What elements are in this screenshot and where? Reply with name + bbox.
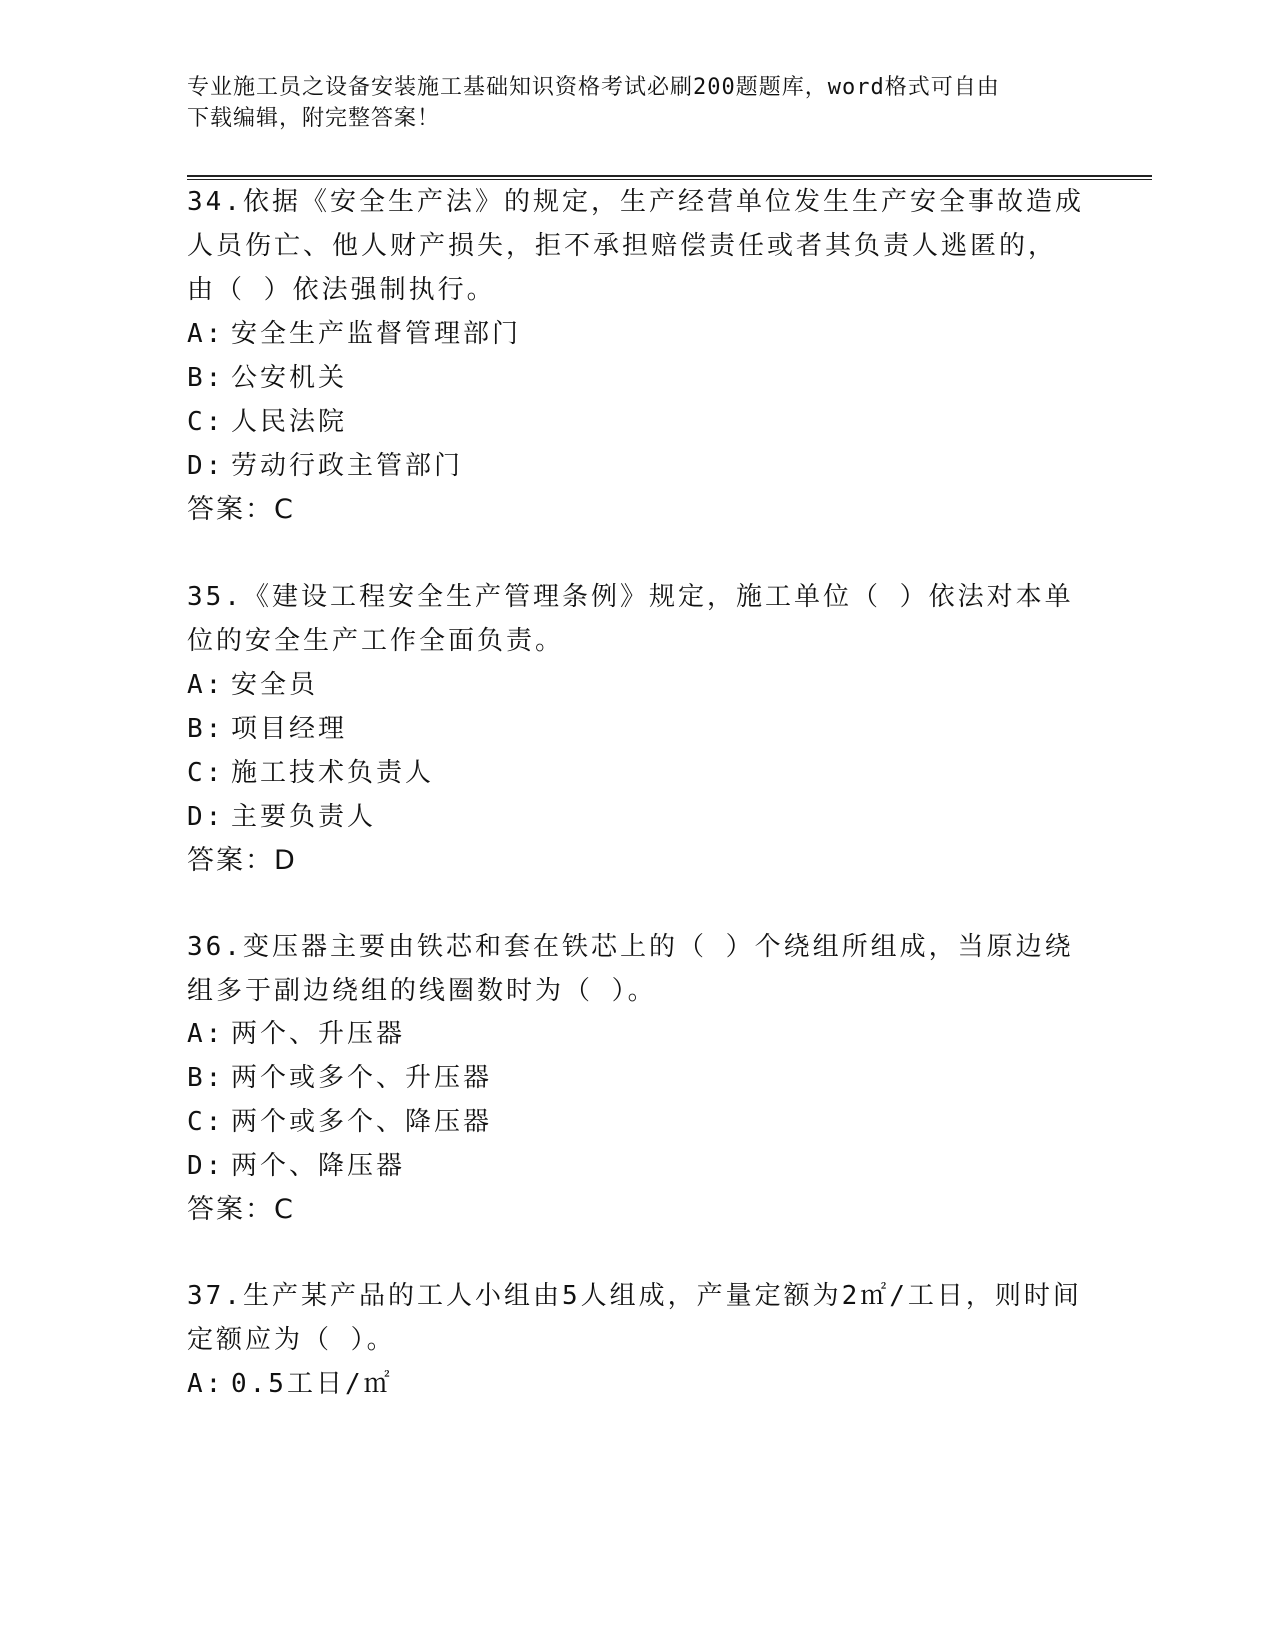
option-text: 安全生产监督管理部门 — [231, 319, 522, 349]
option-letter: D: — [187, 802, 225, 832]
option-text: 劳动行政主管部门 — [231, 451, 464, 481]
question-36-line-1: 36.变压器主要由铁芯和套在铁芯上的（ ）个绕组所组成，当原边绕 — [187, 932, 1074, 962]
option-text: 主要负责人 — [231, 802, 377, 832]
question-35-option-a — [187, 663, 318, 707]
option-letter: C: — [187, 758, 225, 788]
question-34-answer: 答案：C — [187, 494, 295, 525]
question-36-option-d — [187, 1144, 405, 1188]
option-letter: A: — [187, 1019, 225, 1049]
question-34-option-a — [187, 312, 521, 356]
option-letter: D: — [187, 451, 225, 481]
question-37-option-a — [187, 1362, 393, 1406]
option-text: 0.5工日/㎡ — [231, 1369, 393, 1399]
question-34-option-d — [187, 444, 463, 488]
option-letter: D: — [187, 1151, 225, 1181]
question-35-line-1: 35.《建设工程安全生产管理条例》规定，施工单位（ ）依法对本单 — [187, 582, 1074, 612]
option-letter: A: — [187, 319, 225, 349]
question-36-option-a — [187, 1012, 405, 1056]
option-text: 两个或多个、降压器 — [231, 1107, 493, 1137]
question-35-answer: 答案：D — [187, 845, 297, 876]
question-34-option-b — [187, 356, 347, 400]
question-36-option-b — [187, 1056, 492, 1100]
document-header — [187, 72, 1087, 134]
option-text: 公安机关 — [231, 363, 348, 393]
question-35-option-b — [187, 707, 347, 751]
question-34-text — [187, 180, 1087, 312]
option-letter: C: — [187, 1107, 225, 1137]
option-letter: B: — [187, 1063, 225, 1093]
option-text: 两个、降压器 — [231, 1151, 406, 1181]
option-text: 人民法院 — [231, 407, 348, 437]
option-text: 两个或多个、升压器 — [231, 1063, 493, 1093]
question-35-text — [187, 575, 1087, 663]
option-letter: C: — [187, 407, 225, 437]
option-text: 安全员 — [231, 670, 319, 700]
question-35-option-d — [187, 795, 376, 839]
option-text: 施工技术负责人 — [231, 758, 435, 788]
question-34-option-c — [187, 400, 347, 444]
option-letter: B: — [187, 363, 225, 393]
question-34-line-2: 人员伤亡、他人财产损失，拒不承担赔偿责任或者其负责人逃匿的， — [187, 231, 1058, 261]
question-36-line-2: 组多于副边绕组的线圈数时为（ ）。 — [187, 976, 657, 1006]
question-36-option-c — [187, 1100, 492, 1144]
question-37-line-2: 定额应为（ ）。 — [187, 1325, 396, 1355]
question-34-line-3: 由（ ）依法强制执行。 — [187, 275, 496, 305]
question-36-answer: 答案：C — [187, 1194, 295, 1225]
question-34-line-1: 34.依据《安全生产法》的规定，生产经营单位发生生产安全事故造成 — [187, 187, 1084, 217]
header-line-1: 专业施工员之设备安装施工基础知识资格考试必刷200题题库，word格式可自由 — [187, 75, 1000, 100]
question-37-line-1: 37.生产某产品的工人小组由5人组成，产量定额为2㎡/工日，则时间 — [187, 1281, 1082, 1311]
option-letter: B: — [187, 714, 225, 744]
option-text: 两个、升压器 — [231, 1019, 406, 1049]
question-37-text — [187, 1274, 1087, 1362]
option-letter: A: — [187, 670, 225, 700]
question-35-line-2: 位的安全生产工作全面负责。 — [187, 626, 565, 656]
option-letter: A: — [187, 1369, 225, 1399]
header-line-2: 下载编辑，附完整答案！ — [187, 106, 441, 131]
option-text: 项目经理 — [231, 714, 348, 744]
question-35-option-c — [187, 751, 434, 795]
question-36-text — [187, 925, 1087, 1013]
